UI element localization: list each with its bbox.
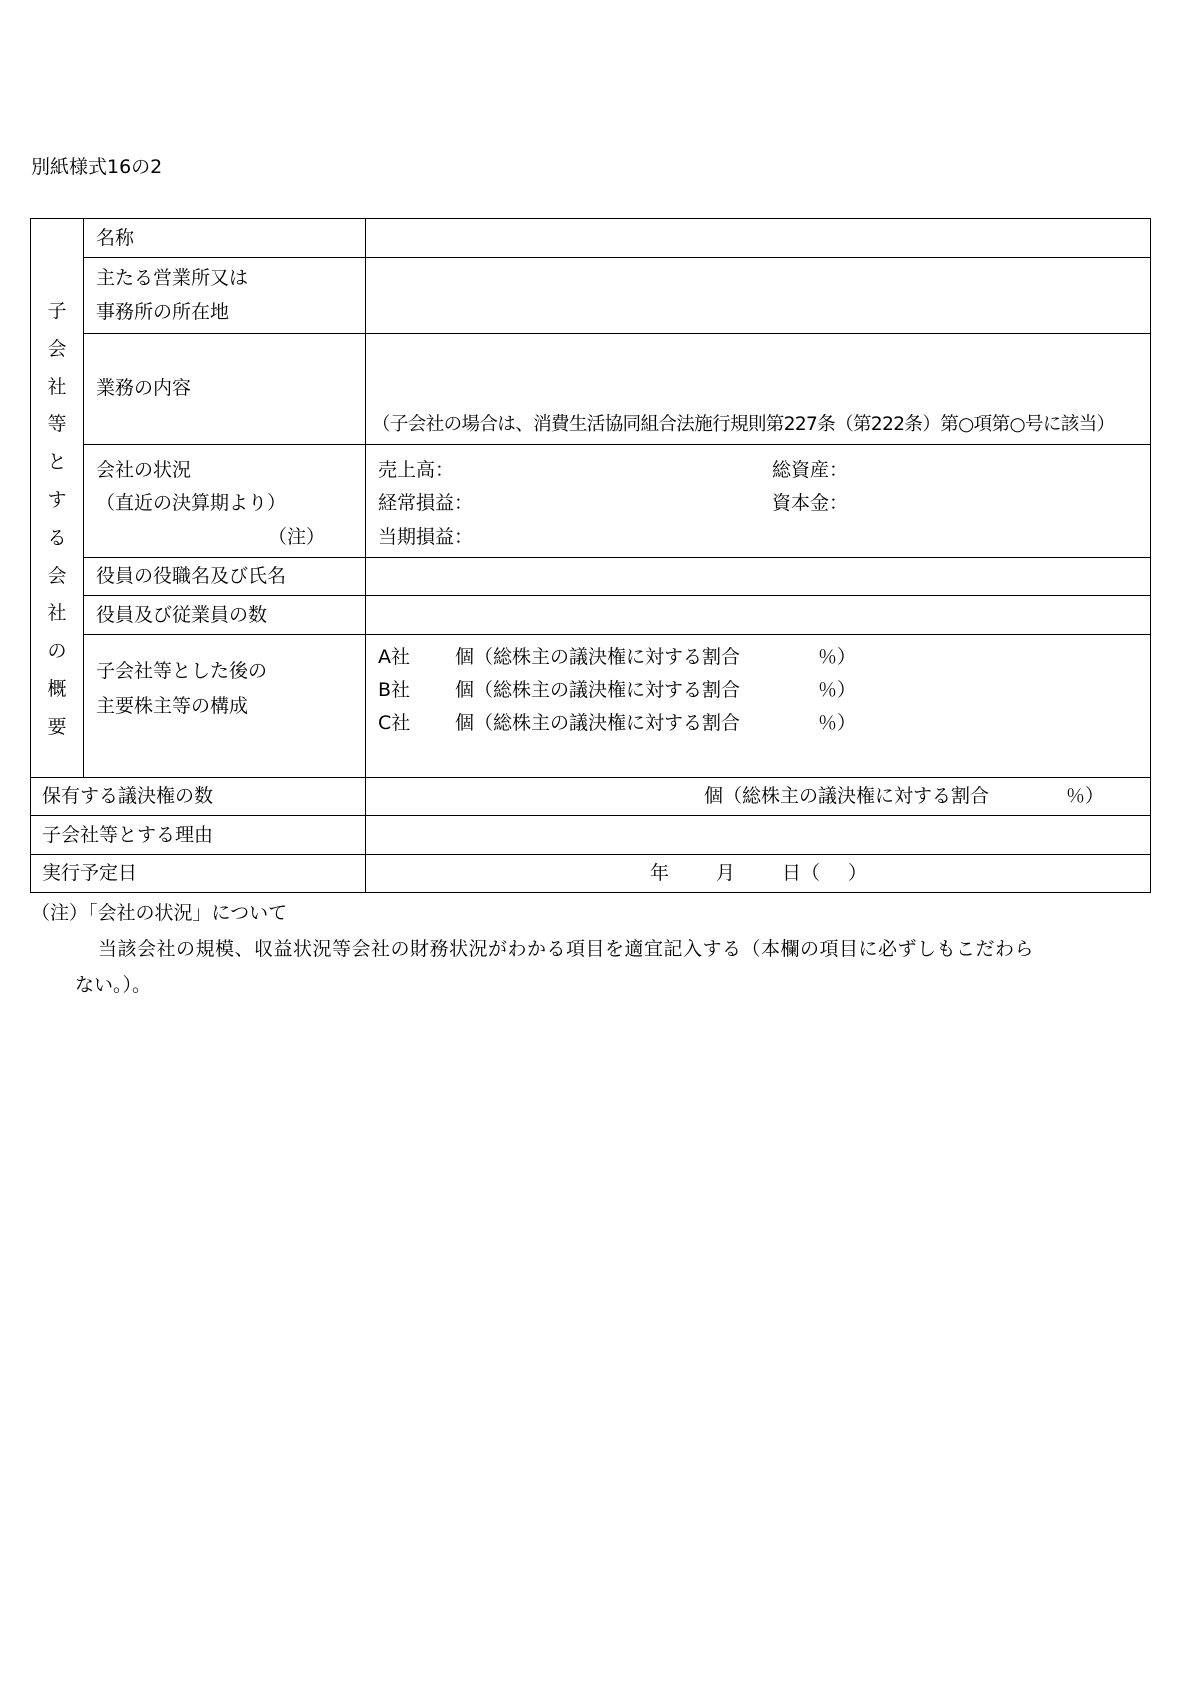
status-note-ref: （注） xyxy=(268,526,326,548)
table-border xyxy=(30,218,31,893)
shareholder-pct: ％） xyxy=(818,679,857,701)
shareholder-unit: 個（総株主の議決権に対する割合 xyxy=(455,679,741,701)
section-label-char: 子 xyxy=(47,300,67,322)
footnote-text: 当該会社の規模、収益状況等会社の財務状況がわかる項目を適宜記入する（本欄の項目に必ずしもこだわら xyxy=(98,938,1035,960)
officers-field[interactable] xyxy=(366,558,1150,595)
row-divider xyxy=(83,444,1151,445)
voting-rights-label: 保有する議決権の数 xyxy=(42,785,214,807)
reason-field[interactable] xyxy=(366,816,1150,854)
shareholder-pct: ％） xyxy=(818,712,857,734)
capital-label: 資本金： xyxy=(772,492,849,514)
shareholder-company: B社 xyxy=(378,679,411,701)
voting-rights-pct: ％） xyxy=(1066,785,1105,807)
section-label-char: 要 xyxy=(47,716,67,738)
section-label-char: 会 xyxy=(47,338,67,360)
address-field[interactable] xyxy=(366,258,1150,333)
shareholder-company: C社 xyxy=(378,712,411,734)
section-label-char: 会 xyxy=(47,565,67,587)
shareholder-unit: 個（総株主の議決権に対する割合 xyxy=(455,646,741,668)
address-label: 主たる営業所又は xyxy=(96,267,249,289)
section-label-char: す xyxy=(47,489,67,511)
form-id: 別紙様式16の2 xyxy=(31,156,163,178)
business-label: 業務の内容 xyxy=(96,377,192,399)
row-divider xyxy=(30,777,1151,778)
col-divider xyxy=(83,218,84,777)
name-field[interactable] xyxy=(366,219,1150,257)
name-label: 名称 xyxy=(96,227,135,249)
section-label-char: 社 xyxy=(47,602,67,624)
row-divider xyxy=(83,634,1151,635)
business-field[interactable] xyxy=(366,334,1150,404)
employees-label: 役員及び従業員の数 xyxy=(96,604,268,626)
row-divider xyxy=(30,854,1151,855)
date-close: ） xyxy=(848,862,868,884)
footnote-text: ない。）。 xyxy=(75,974,152,996)
status-label: （直近の決算期より） xyxy=(96,492,287,514)
shareholders-label: 子会社等とした後の xyxy=(96,660,268,682)
section-label-char: の xyxy=(47,640,67,662)
net-profit-label: 当期損益： xyxy=(378,526,474,548)
shareholder-unit: 個（総株主の議決権に対する割合 xyxy=(455,712,741,734)
section-label-char: と xyxy=(47,451,67,473)
table-border xyxy=(1150,218,1151,893)
shareholder-company: A社 xyxy=(378,646,410,668)
date-label: 実行予定日 xyxy=(42,862,138,884)
date-year: 年 xyxy=(650,862,670,884)
business-note: （子会社の場合は、消費生活協同組合法施行規則第227条（第222条）第○項第○号に該当） xyxy=(372,414,1115,435)
date-day: 日（ xyxy=(782,862,821,884)
section-label-char: 社 xyxy=(47,376,67,398)
address-label: 事務所の所在地 xyxy=(96,301,230,323)
shareholder-pct: ％） xyxy=(818,646,857,668)
ordinary-profit-label: 経常損益： xyxy=(378,492,474,514)
voting-rights-unit: 個（総株主の議決権に対する割合 xyxy=(704,785,990,807)
section-label-char: 概 xyxy=(47,678,67,700)
total-assets-label: 総資産： xyxy=(772,459,849,481)
officers-label: 役員の役職名及び氏名 xyxy=(96,565,287,587)
date-month: 月 xyxy=(716,862,736,884)
status-label: 会社の状況 xyxy=(96,459,192,481)
section-label-char: る xyxy=(47,527,67,549)
sales-label: 売上高： xyxy=(378,459,455,481)
table-border xyxy=(30,892,1151,893)
section-label-char: 等 xyxy=(47,413,67,435)
employees-field[interactable] xyxy=(366,596,1150,634)
shareholders-label: 主要株主等の構成 xyxy=(96,695,249,717)
reason-label: 子会社等とする理由 xyxy=(42,824,214,846)
footnote-title: （注）「会社の状況」について xyxy=(31,902,288,924)
